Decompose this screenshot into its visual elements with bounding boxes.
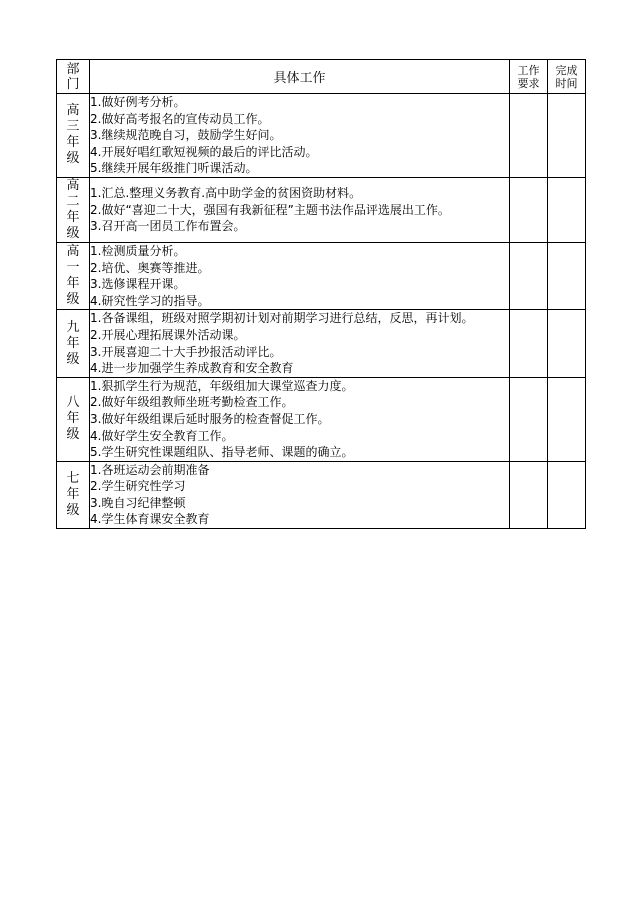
table-row — [57, 94, 586, 178]
header-work: 具体工作 — [90, 60, 510, 94]
work-cell — [90, 242, 510, 309]
work-item: 2.做好高考报名的宣传动员工作。 — [90, 111, 270, 126]
work-item: 1.汇总.整理义务教育.高中助学金的贫困资助材料。 — [90, 186, 362, 201]
work-item: 5.继续开展年级推门听课活动。 — [90, 161, 258, 176]
requirement-cell — [510, 310, 548, 377]
dept-cell: 高二年级 — [57, 177, 90, 242]
dept-cell: 九年级 — [57, 310, 90, 377]
requirement-cell — [510, 94, 548, 178]
table-row — [57, 310, 586, 377]
header-completion: 完成时间 — [548, 60, 586, 94]
requirement-cell — [510, 242, 548, 309]
work-item: 2.学生研究性学习 — [90, 479, 186, 494]
work-cell — [90, 310, 510, 377]
work-cell — [90, 94, 510, 178]
work-item: 4.研究性学习的指导。 — [90, 293, 210, 308]
work-cell — [90, 377, 510, 461]
table-header-row — [57, 60, 586, 94]
work-item: 4.开展好唱红歌短视频的最后的评比活动。 — [90, 144, 318, 159]
work-plan-table — [56, 59, 586, 529]
work-cell — [90, 461, 510, 528]
header-dept: 部门 — [57, 60, 90, 94]
table-row — [57, 177, 586, 242]
dept-cell: 八年级 — [57, 377, 90, 461]
requirement-cell — [510, 461, 548, 528]
work-item: 3.继续规范晚自习，鼓励学生好问。 — [90, 128, 282, 143]
work-item: 3.开展喜迎二十大手抄报活动评比。 — [90, 344, 282, 359]
completion-cell — [548, 242, 586, 309]
dept-cell: 高一年级 — [57, 242, 90, 309]
requirement-cell — [510, 377, 548, 461]
table-row — [57, 377, 586, 461]
work-item: 1.做好例考分析。 — [90, 95, 186, 109]
work-item: 1.狠抓学生行为规范，年级组加大课堂巡查力度。 — [90, 378, 354, 393]
work-item: 1.各备课组，班级对照学期初计划对前期学习进行总结，反思，再计划。 — [90, 311, 474, 326]
completion-cell — [548, 310, 586, 377]
work-item: 4.做好学生安全教育工作。 — [90, 428, 234, 443]
requirement-cell — [510, 177, 548, 242]
completion-cell — [548, 94, 586, 178]
work-item: 1.各班运动会前期准备 — [90, 462, 210, 477]
completion-cell — [548, 177, 586, 242]
work-item: 2.开展心理拓展课外活动课。 — [90, 327, 246, 342]
work-item: 3.晚自习纪律整顿 — [90, 495, 186, 510]
work-item: 4.进一步加强学生养成教育和安全教育 — [90, 361, 294, 376]
table-row — [57, 242, 586, 309]
work-item: 4.学生体育课安全教育 — [90, 512, 210, 527]
work-item: 3.选修课程开课。 — [90, 277, 186, 292]
work-item: 2.培优、奥赛等推进。 — [90, 260, 210, 275]
header-requirement: 工作要求 — [510, 60, 548, 94]
work-item: 3.做好年级组课后延时服务的检查督促工作。 — [90, 411, 330, 426]
work-item: 3.召开高一团员工作布置会。 — [90, 219, 246, 234]
work-item: 2.做好“喜迎二十大，强国有我新征程”主题书法作品评选展出工作。 — [90, 202, 450, 217]
dept-cell: 高三年级 — [57, 94, 90, 178]
table-row — [57, 461, 586, 528]
completion-cell — [548, 461, 586, 528]
work-item: 1.检测质量分析。 — [90, 243, 186, 258]
dept-cell: 七年级 — [57, 461, 90, 528]
work-cell — [90, 177, 510, 242]
work-item: 5.学生研究性课题组队、指导老师、课题的确立。 — [90, 445, 354, 460]
completion-cell — [548, 377, 586, 461]
work-item: 2.做好年级组教师坐班考勤检查工作。 — [90, 395, 294, 410]
